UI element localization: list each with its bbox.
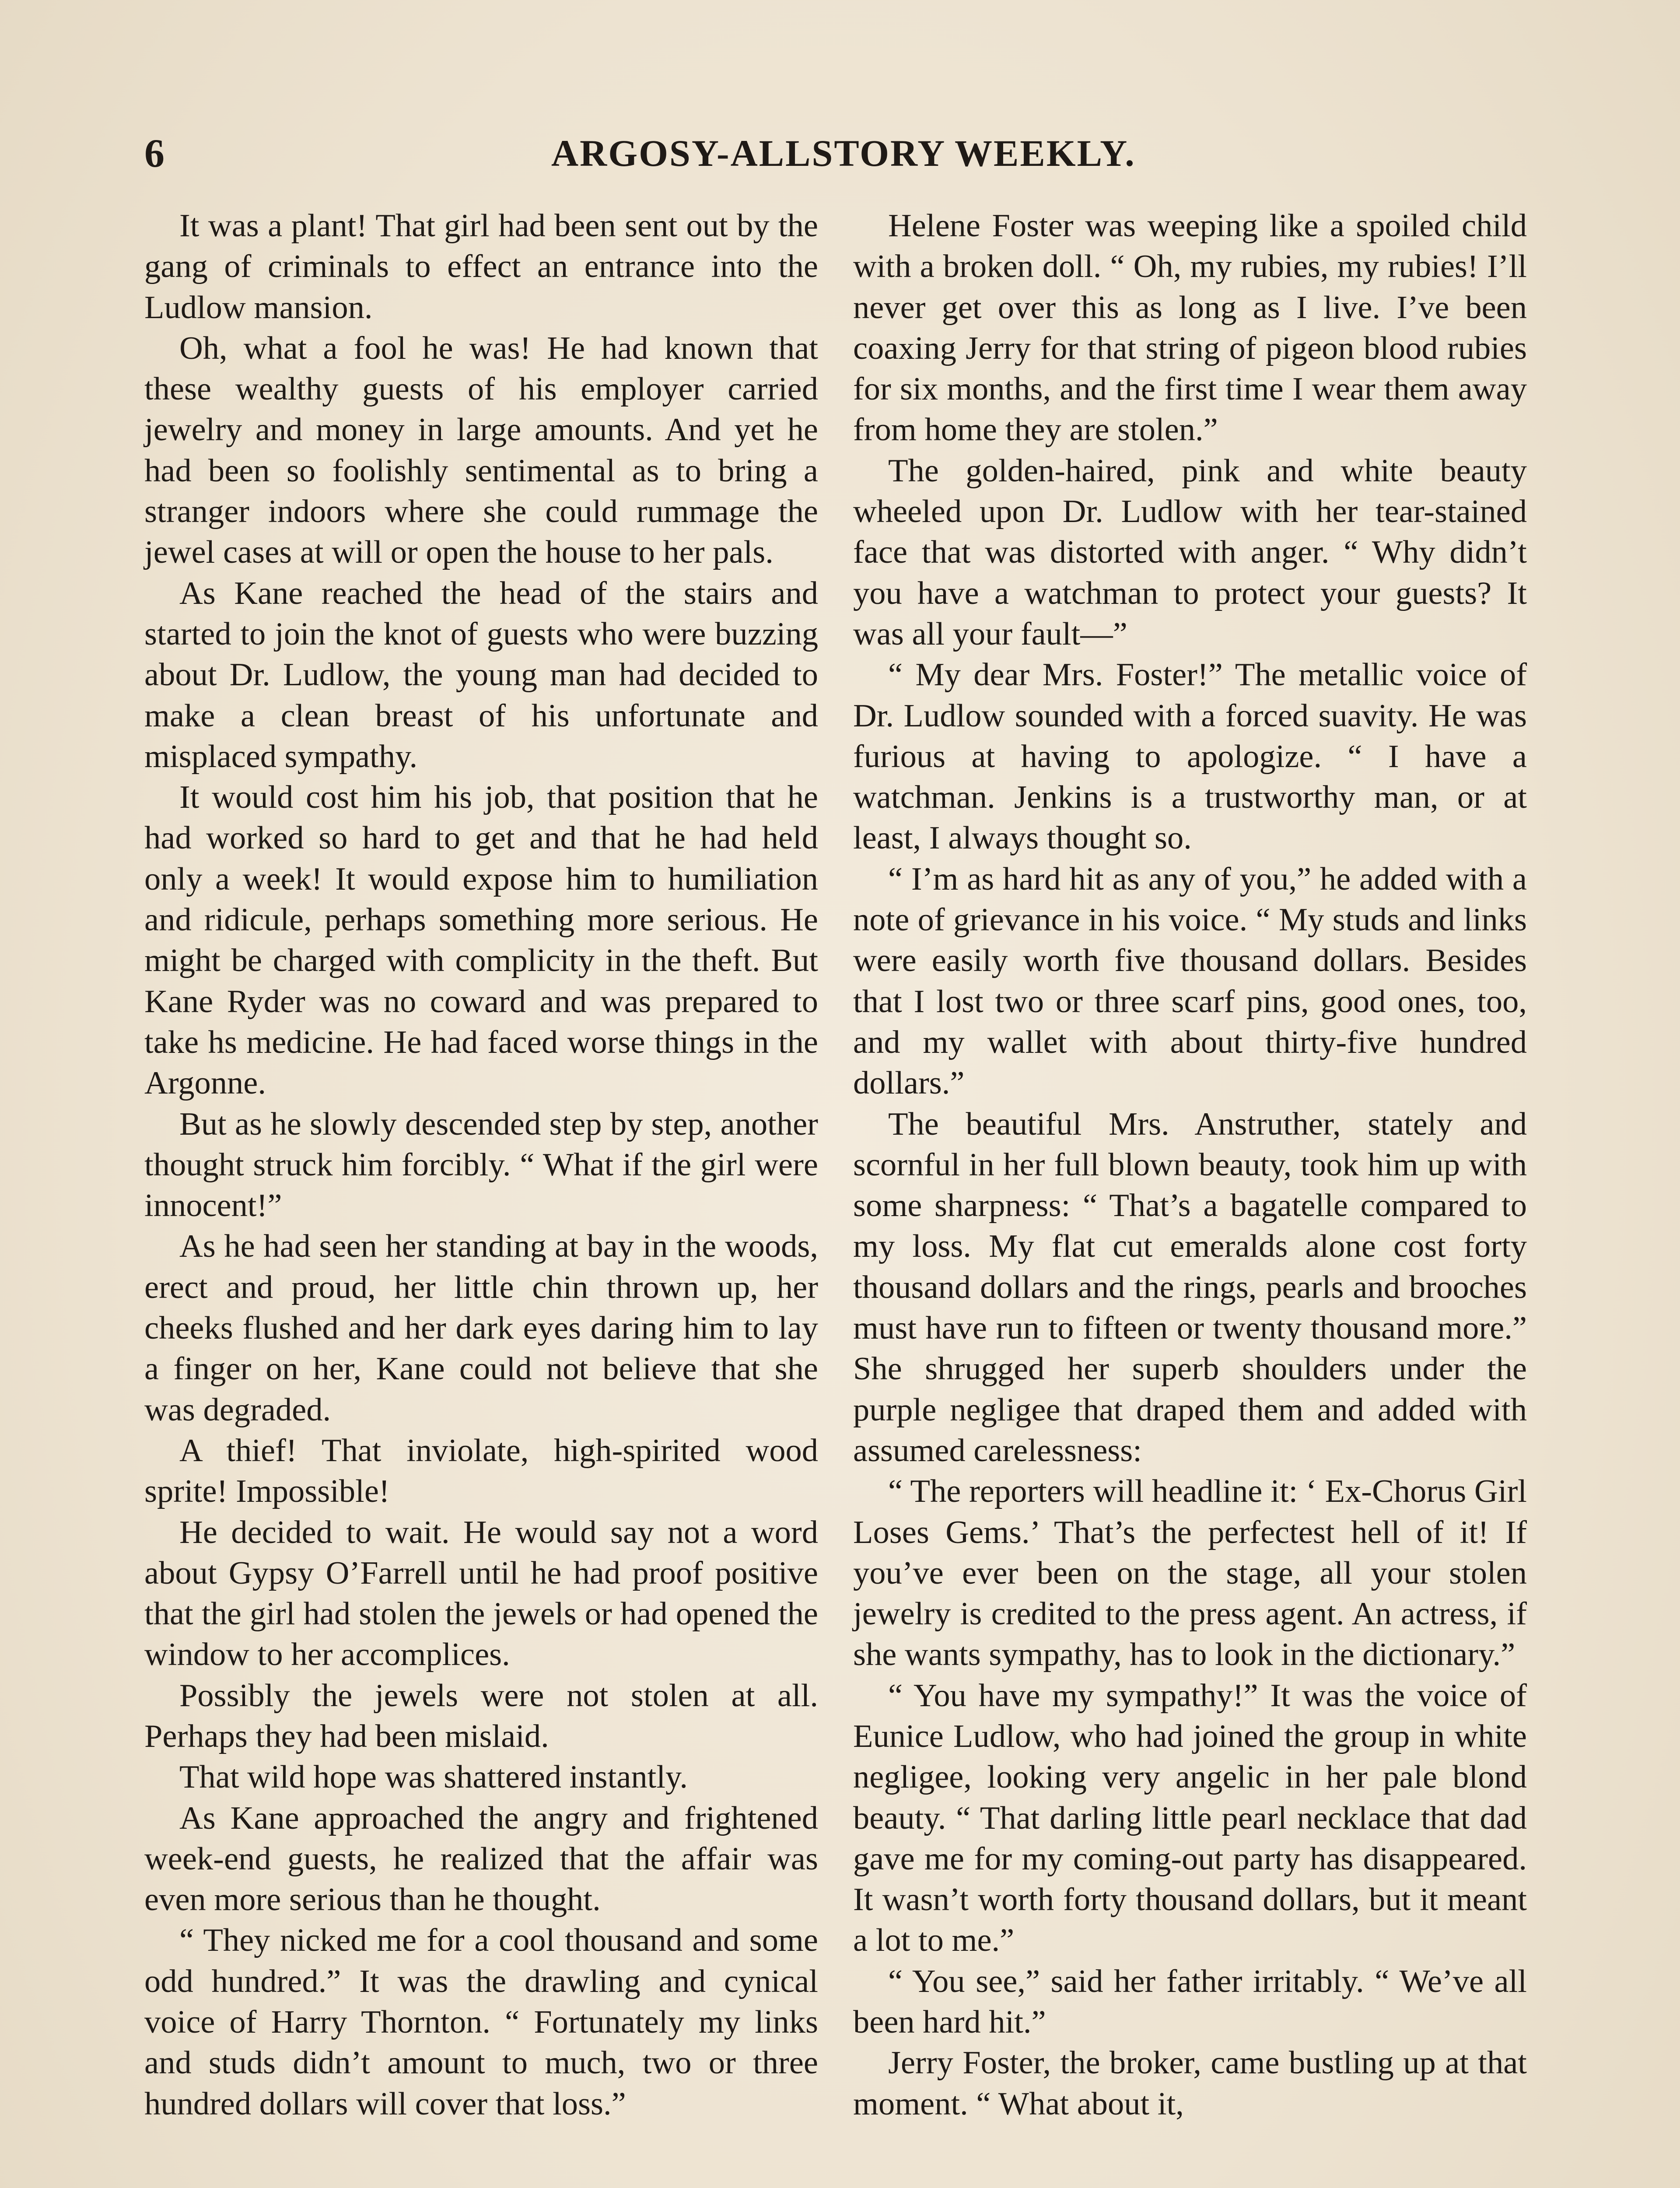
paragraph: “ I’m as hard hit as any of you,” he added with a note of grievance in his voice. “ My studs and links were easily worth five thousand dollars. Besides that I lost two or three scarf pins, good ones, too, and my wallet with about thirty-five hundred dollars.” [853, 861, 1527, 1101]
paragraph: Possibly the jewels were not stolen at all. Perhaps they had been mislaid. [144, 1677, 818, 1754]
paragraph: But as he slowly descended step by step, another thought struck him forcibly. “ What if the girl were innocent!” [144, 1106, 818, 1224]
paragraph: “ My dear Mrs. Foster!” The metallic voice of Dr. Ludlow sounded with a forced suavity. He was furious at having to apologize. “ I have a watchman. Jenkins is a trustworthy man, or at least, I always thought so. [853, 657, 1527, 856]
paragraph: It was a plant! That girl had been sent out by the gang of criminals to effect an entrance into the Ludlow mansion. [144, 208, 818, 326]
paragraph: “ You see,” said her father irritably. “ We’ve all been hard hit.” [853, 1963, 1527, 2041]
paragraph: Helene Foster was weeping like a spoiled child with a broken doll. “ Oh, my rubies, my rubies! I’ll never get over this as long as I live. I’ve been coaxing Jerry for that string of pigeon blood rubies for six months, and the first time I wear them away from home they are stolen.” [853, 208, 1527, 448]
page-header [144, 127, 1544, 188]
paragraph: The beautiful Mrs. Anstruther, stately and scornful in her full blown beauty, took him up with some sharpness: “ That’s a bagatelle compared to my loss. My flat cut emeralds alone cost forty thousand dollars and the rings, pearls and brooches must have run to fifteen or twenty thousand more.” She shrugged her superb shoulders under the purple negligee that draped them and added with assumed carelessness: [853, 1106, 1527, 1469]
paragraph: As Kane approached the angry and frightened week-end guests, he realized that the affair was even more serious than he thought. [144, 1800, 818, 1918]
paragraph: Oh, what a fool he was! He had known that these wealthy guests of his employer carried jewelry and money in large amounts. And yet he had been so foolishly sentimental as to bring a stranger indoors where she could rummage the jewel cases at will or open the house to her pals. [144, 330, 818, 571]
paragraph: As Kane reached the head of the stairs and started to join the knot of guests who were buzzing about Dr. Ludlow, the young man had decided to make a clean breast of his unfortunate and misplaced sympathy. [144, 575, 818, 775]
paragraph: Jerry Foster, the broker, came bustling up at that moment. “ What about it, [853, 2045, 1527, 2122]
paragraph: It would cost him his job, that position that he had worked so hard to get and that he had held only a week! It would expose him to humiliation and ridicule, perhaps something more serious. He might be charged with complicity in the theft. But Kane Ryder was no coward and was prepared to take hs medicine. He had faced worse things in the Argonne. [144, 779, 818, 1101]
paragraph: “ The reporters will headline it: ‘ Ex-Chorus Girl Loses Gems.’ That’s the perfectest hell of it! If you’ve ever been on the stage, all your stolen jewelry is credited to the press agent. An actress, if she wants sympathy, has to look in the dictionary.” [853, 1473, 1527, 1673]
paragraph: He decided to wait. He would say not a word about Gypsy O’Farrell until he had proof positive that the girl had stolen the jewels or had opened the window to her accomplices. [144, 1514, 818, 1673]
paragraph: As he had seen her standing at bay in the woods, erect and proud, her little chin thrown up, her cheeks flushed and her dark eyes daring him to lay a finger on her, Kane could not believe that she was degraded. [144, 1228, 818, 1428]
paragraph: A thief! That inviolate, high-spirited wood sprite! Impossible! [144, 1432, 818, 1510]
running-title: ARGOSY-ALLSTORY WEEKLY. [551, 132, 1136, 174]
page-number: 6 [144, 131, 164, 175]
left-column [144, 206, 818, 2125]
paragraph: “ They nicked me for a cool thousand and some odd hundred.” It was the drawling and cynical voice of Harry Thornton. “ Fortunately my links and studs didn’t amount to much, two or three hundred dollars will cover that loss.” [144, 1922, 818, 2122]
paragraph: “ You have my sympathy!” It was the voice of Eunice Ludlow, who had joined the group in white negligee, looking very angelic in her pale blond beauty. “ That darling little pearl necklace that dad gave me for my coming-out party has disappeared. It wasn’t worth forty thousand dollars, but it meant a lot to me.” [853, 1677, 1527, 1959]
paragraph: That wild hope was shattered instantly. [179, 1759, 688, 1795]
paragraph: The golden-haired, pink and white beauty wheeled upon Dr. Ludlow with her tear-stained face that was distorted with anger. “ Why didn’t you have a watchman to protect your guests? It was all your fault—” [853, 452, 1527, 652]
right-column [853, 206, 1527, 2125]
